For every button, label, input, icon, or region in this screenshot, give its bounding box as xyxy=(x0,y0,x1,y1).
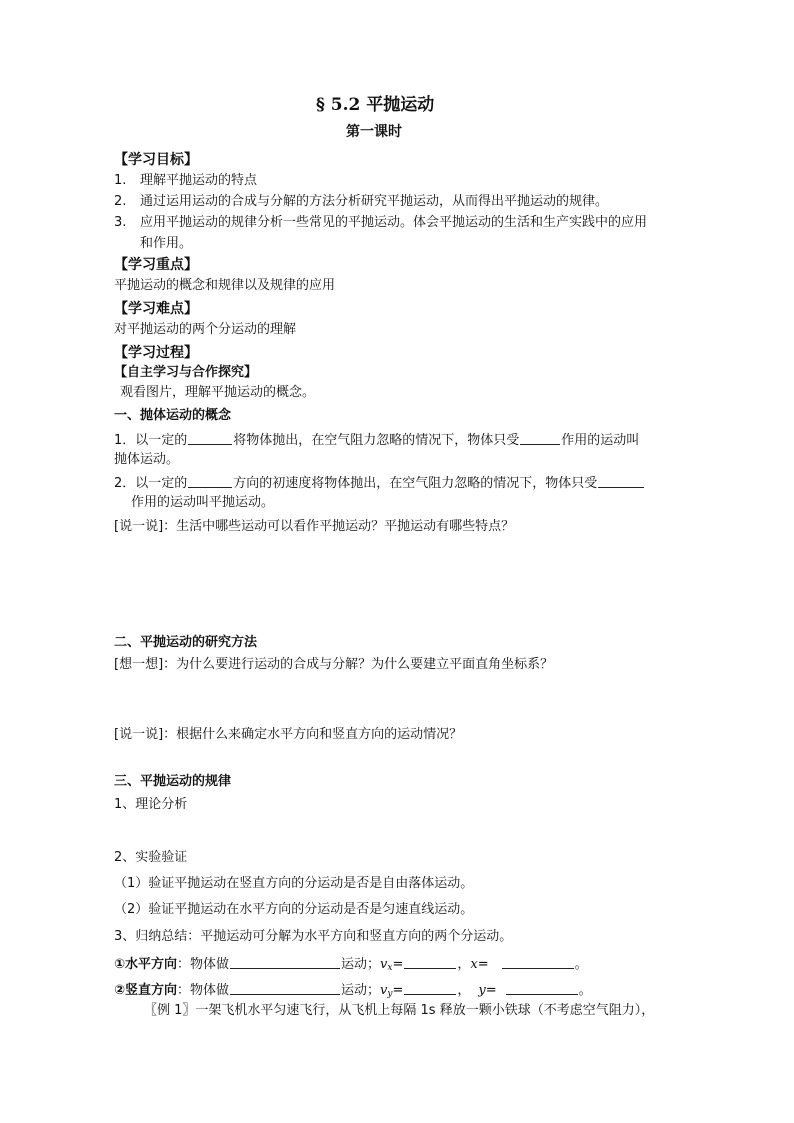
fill-blank[interactable] xyxy=(502,955,574,969)
fill-blank[interactable] xyxy=(506,981,578,995)
x-symbol: x xyxy=(470,957,478,972)
keypoints-text: 平抛运动的概念和规律以及规律的应用 xyxy=(114,278,336,293)
section3-p3: 3、归纳总结：平抛运动可分解为水平方向和竖直方向的两个分运动。 xyxy=(114,929,513,944)
period: 。 xyxy=(578,983,592,998)
fill-blank[interactable] xyxy=(404,955,456,969)
v-text-a: ：物体做 xyxy=(177,983,230,998)
separator: ， xyxy=(457,983,471,998)
q2-text-a: 2．以一定的 xyxy=(114,476,188,491)
objective-text: 通过运用运动的合成与分解的方法分析研究平抛运动，从而得出平抛运动的规律。 xyxy=(140,194,609,209)
section1-title: 一、抛体运动的概念 xyxy=(114,408,232,423)
list-number: 2. xyxy=(114,194,127,209)
self-study-text: 观看图片，理解平抛运动的概念。 xyxy=(120,385,316,400)
self-study-heading: 【自主学习与合作探究】 xyxy=(114,365,258,380)
objective-item-1 xyxy=(114,172,257,190)
keypoints-heading: 【学习重点】 xyxy=(114,257,198,273)
page-title: § 5.2 平抛运动 xyxy=(316,95,435,115)
q1-text-c: 作用的运动叫 xyxy=(561,433,640,448)
vy-symbol: v xyxy=(380,983,388,998)
separator: ， xyxy=(457,957,471,972)
equals-sign: = xyxy=(392,957,404,972)
section2-think: [想一想]：为什么要进行运动的合成与分解？为什么要建立平面直角坐标系？ xyxy=(114,657,554,672)
vx-symbol: v xyxy=(380,957,388,972)
section3-p2: 2、实验验证 xyxy=(114,850,188,865)
fill-blank[interactable] xyxy=(520,431,560,445)
vertical-direction-line xyxy=(114,981,592,1003)
horizontal-label: ①水平方向 xyxy=(114,957,178,972)
section3-e2: （2）验证平抛运动在水平方向的分运动是否是匀速直线运动。 xyxy=(114,902,474,917)
list-number: 1. xyxy=(114,173,127,188)
section2-talk: [说一说]：根据什么来确定水平方向和竖直方向的运动情况？ xyxy=(114,727,463,742)
section2-title: 二、平抛运动的研究方法 xyxy=(114,635,258,650)
difficulties-text: 对平抛运动的两个分运动的理解 xyxy=(114,322,297,337)
objective-text: 应用平抛运动的规律分析一些常见的平抛运动。体会平抛运动的生活和生产实践中的应用 xyxy=(140,215,648,230)
vertical-label: ②竖直方向 xyxy=(114,983,178,998)
q2-text-b: 方向的初速度将物体抛出，在空气阻力忽略的情况下，物体只受 xyxy=(233,476,598,491)
page-subtitle: 第一课时 xyxy=(346,124,402,140)
objective-item-3 xyxy=(114,214,647,232)
fill-blank[interactable] xyxy=(188,474,232,488)
period: 。 xyxy=(574,957,588,972)
objective-item-3-cont: 和作用。 xyxy=(140,236,193,251)
process-heading: 【学习过程】 xyxy=(114,345,198,361)
y-symbol: y xyxy=(478,983,486,998)
q1-text-b: 将物体抛出，在空气阻力忽略的情况下，物体只受 xyxy=(233,433,520,448)
h-text-a: ：物体做 xyxy=(177,957,230,972)
vx-subscript: x xyxy=(387,963,393,973)
section1-q1 xyxy=(114,431,639,450)
section1-q2 xyxy=(114,474,645,493)
objectives-heading: 【学习目标】 xyxy=(114,152,198,168)
equals-sign: = xyxy=(485,983,497,998)
fill-blank[interactable] xyxy=(598,474,644,488)
section1-talk: [说一说]：生活中哪些运动可以看作平抛运动？平抛运动有哪些特点？ xyxy=(114,519,515,534)
horizontal-direction-line xyxy=(114,955,588,977)
h-text-b: 运动； xyxy=(341,957,381,972)
example-1: 〖例 1〗一架飞机水平匀速飞行，从飞机上每隔 1s 释放一颗小铁球（不考虑空气阻力）， xyxy=(144,1003,655,1018)
equals-sign: = xyxy=(477,957,489,972)
fill-blank[interactable] xyxy=(230,981,340,995)
vy-subscript: y xyxy=(387,989,393,999)
objective-text: 理解平抛运动的特点 xyxy=(140,173,258,188)
list-number: 3. xyxy=(114,215,127,230)
section3-title: 三、平抛运动的规律 xyxy=(114,774,232,789)
fill-blank[interactable] xyxy=(188,431,232,445)
difficulties-heading: 【学习难点】 xyxy=(114,301,198,317)
section3-p1: 1、理论分析 xyxy=(114,797,188,812)
v-text-b: 运动； xyxy=(341,983,381,998)
section3-e1: （1）验证平抛运动在竖直方向的分运动是否是自由落体运动。 xyxy=(114,876,474,891)
section1-q2-cont: 作用的运动叫平抛运动。 xyxy=(131,495,275,510)
objective-item-2 xyxy=(114,193,608,211)
fill-blank[interactable] xyxy=(230,955,340,969)
fill-blank[interactable] xyxy=(404,981,456,995)
q1-text-a: 1．以一定的 xyxy=(114,433,188,448)
section1-q1-cont: 抛体运动。 xyxy=(114,452,180,467)
equals-sign: = xyxy=(392,983,404,998)
